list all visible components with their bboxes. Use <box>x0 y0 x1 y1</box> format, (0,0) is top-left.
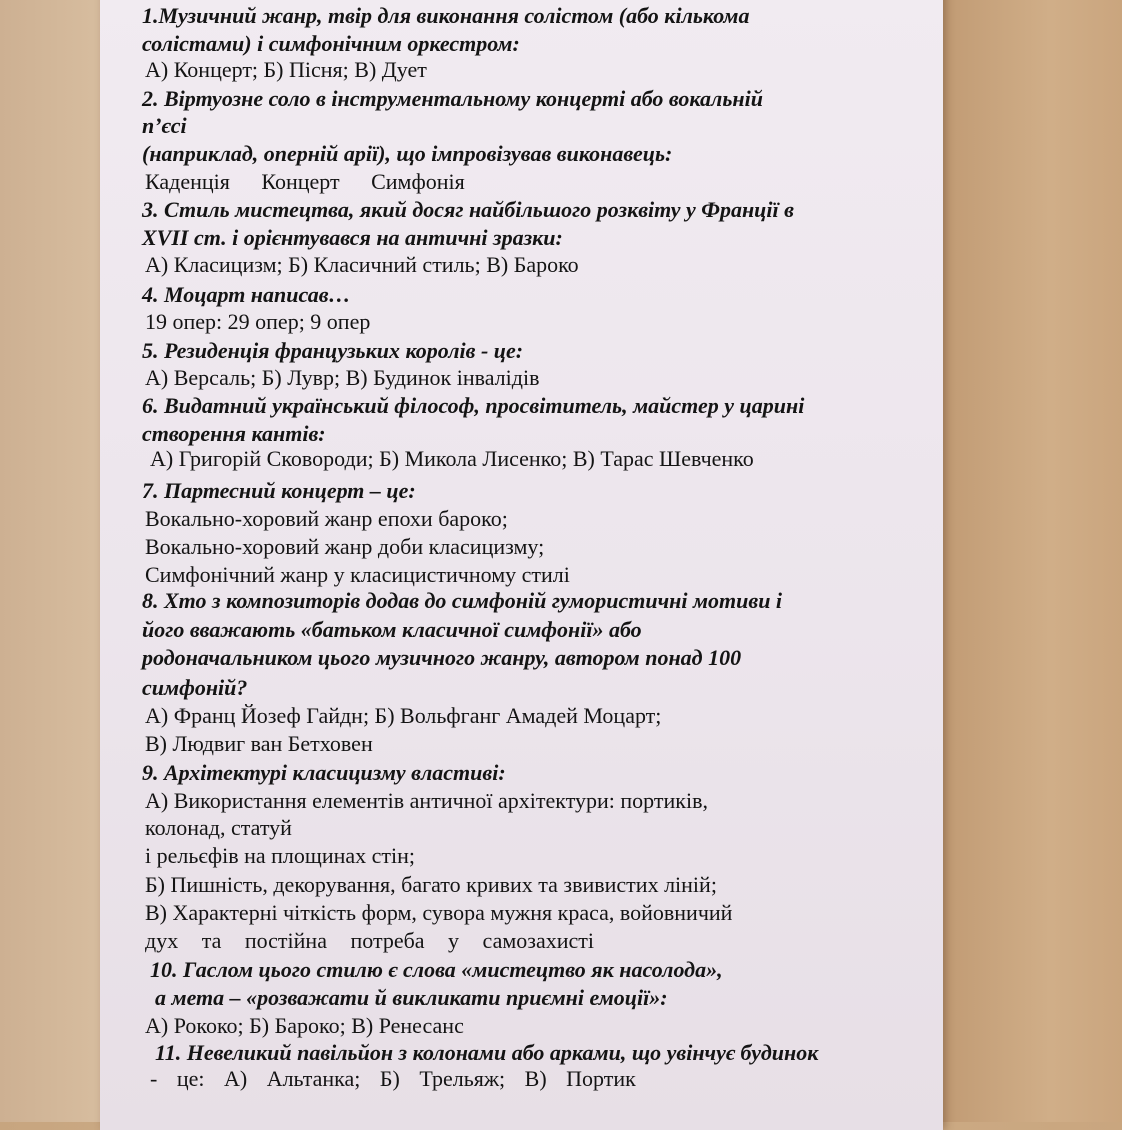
question-10-title-line-1: 10. Гаслом цього стилю є слова «мистецтво як насолода», <box>150 957 723 982</box>
question-9-title: 9. Архітектурі класицизму властиві: <box>142 760 506 785</box>
question-9-option-a-line-2: колонад, статуй <box>145 815 292 840</box>
question-7-title: 7. Партесний концерт – це: <box>142 478 416 503</box>
question-9-option-c-line-2: дух та постійна потреба у самозахисті <box>145 928 594 953</box>
question-8-title-line-4: симфоній? <box>142 675 248 700</box>
question-11-title: 11. Невеликий павільйон з колонами або арками, що увінчує будинок <box>155 1040 819 1065</box>
question-7-option-3: Симфонічний жанр у класицистичному стилі <box>145 562 570 587</box>
question-3-title-line-2: XVII ст. і орієнтувався на античні зразки: <box>142 225 563 250</box>
question-6-title-line-2: створення кантів: <box>142 421 326 446</box>
question-2-title-line-3: (наприклад, оперній арії), що імпровізував виконавець: <box>142 141 673 166</box>
question-9-option-a-line-3: і рельєфів на площинах стін; <box>145 843 416 868</box>
question-1-title-line-1: 1.Музичний жанр, твір для виконання солістом (або кількома <box>142 3 750 28</box>
question-10-title-line-2: а мета – «розважати й викликати приємні емоції»: <box>155 985 668 1010</box>
question-7-option-2: Вокально-хоровий жанр доби класицизму; <box>145 534 545 559</box>
question-10-answers: А) Рококо; Б) Бароко; В) Ренесанс <box>145 1013 464 1038</box>
question-8-title-line-3: родоначальником цього музичного жанру, автором понад 100 <box>142 645 742 670</box>
question-8-answers-line-2: В) Людвиг ван Бетховен <box>145 731 373 756</box>
question-4-answers: 19 опер: 29 опер; 9 опер <box>145 309 371 334</box>
question-9-option-b: Б) Пишність, декорування, багато кривих та звивистих ліній; <box>145 872 717 897</box>
question-9-option-c-line-1: В) Характерні чіткість форм, сувора мужня краса, войовничий <box>145 900 733 925</box>
table-surface-right <box>943 0 1122 1122</box>
question-8-title-line-1: 8. Хто з композиторів додав до симфоній гумористичні мотиви і <box>142 588 783 613</box>
question-1-answers: А) Концерт; Б) Пісня; В) Дует <box>145 57 427 82</box>
question-3-title-line-1: 3. Стиль мистецтва, який досяг найбільшого розквіту у Франції в <box>142 197 794 222</box>
question-2-answers: Каденція Концерт Симфонія <box>145 169 465 194</box>
question-5-title: 5. Резиденція французьких королів - це: <box>142 338 524 363</box>
table-surface-left <box>0 0 100 1122</box>
question-4-title: 4. Моцарт написав… <box>142 282 351 307</box>
question-8-answers-line-1: А) Франц Йозеф Гайдн; Б) Вольфганг Амадей Моцарт; <box>145 703 662 728</box>
question-11-answers: - це: А) Альтанка; Б) Трельяж; В) Портик <box>150 1066 636 1091</box>
question-8-title-line-2: його вважають «батьком класичної симфонії» або <box>142 617 642 642</box>
question-3-answers: А) Класицизм; Б) Класичний стиль; В) Бароко <box>145 252 579 277</box>
question-6-answers: А) Григорій Сковороди; Б) Микола Лисенко; В) Тарас Шевченко <box>150 446 754 471</box>
question-6-title-line-1: 6. Видатний український філософ, просвітитель, майстер у царині <box>142 393 805 418</box>
question-5-answers: А) Версаль; Б) Лувр; В) Будинок інвалідів <box>145 365 540 390</box>
question-1-title-line-2: солістами) і симфонічним оркестром: <box>142 31 520 56</box>
question-2-title-line-2: п’єсі <box>142 113 187 138</box>
question-9-option-a-line-1: А) Використання елементів античної архітектури: портиків, <box>145 788 708 813</box>
question-2-title-line-1: 2. Віртуозне соло в інструментальному концерті або вокальній <box>142 86 763 111</box>
question-7-option-1: Вокально-хоровий жанр епохи бароко; <box>145 506 508 531</box>
